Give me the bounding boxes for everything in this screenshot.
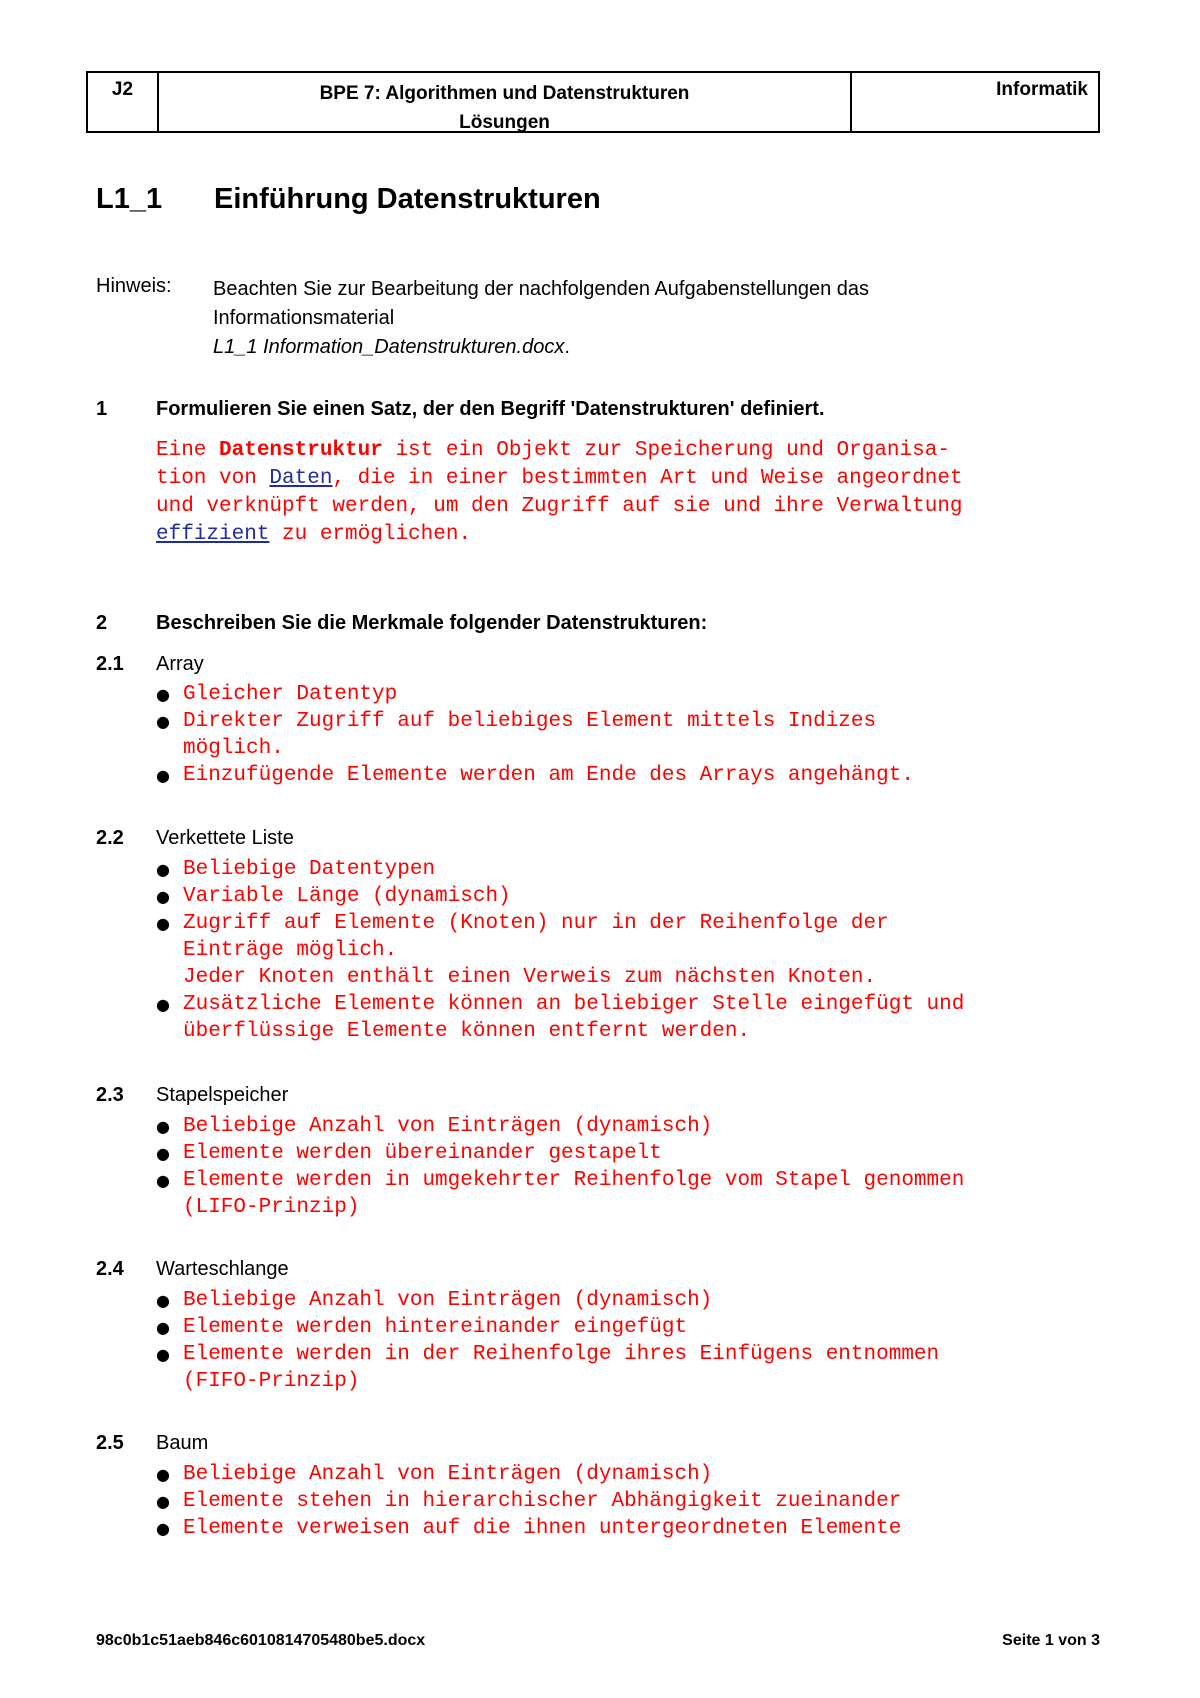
list-item-text: Direkter Zugriff auf beliebiges Element mittels Indizes möglich.	[183, 710, 877, 760]
list-item	[156, 681, 1116, 708]
header-title-line2: Lösungen	[459, 112, 550, 133]
list-item	[156, 991, 1116, 1045]
header-title-line1: BPE 7: Algorithmen und Datenstrukturen	[319, 83, 690, 104]
list-item-text: Zugriff auf Elemente (Knoten) nur in der Reihenfolge der Einträge möglich. Jeder Knoten enthält einen Verweis zum nächsten Knoten.	[183, 912, 889, 989]
section-title: Verkettete Liste	[156, 827, 294, 849]
header-title	[159, 73, 852, 131]
page-title-number: L1_1	[96, 183, 163, 215]
list-item-text: Elemente verweisen auf die ihnen untergeordneten Elemente	[183, 1517, 902, 1540]
list-item	[156, 1140, 1116, 1167]
section-title: Baum	[156, 1432, 209, 1454]
section-number: 2.1	[96, 653, 124, 675]
list-item	[156, 1341, 1116, 1395]
header-grade: J2	[88, 73, 159, 131]
page-title	[96, 183, 601, 216]
bullet-icon: ●	[156, 914, 170, 933]
task2-number: 2	[96, 612, 108, 634]
list-item-text: Zusätzliche Elemente können an beliebiger Stelle eingefügt und überflüssige Elemente können entfernt werden.	[183, 993, 965, 1043]
bullet-icon: ●	[156, 1291, 170, 1310]
list-item	[156, 856, 1116, 883]
hint-label: Hinweis:	[96, 275, 172, 297]
bullet-icon: ●	[156, 685, 170, 704]
list-item-text: Elemente werden übereinander gestapelt	[183, 1142, 662, 1165]
section-title: Stapelspeicher	[156, 1084, 289, 1106]
bullet-icon: ●	[156, 1117, 170, 1136]
section-list	[156, 1113, 1116, 1221]
bullet-icon: ●	[156, 860, 170, 879]
list-item	[156, 1488, 1116, 1515]
bullet-icon: ●	[156, 1345, 170, 1364]
list-item-text: Elemente werden hintereinander eingefügt	[183, 1316, 688, 1339]
list-item-text: Elemente stehen in hierarchischer Abhängigkeit zueinander	[183, 1490, 902, 1513]
list-item	[156, 708, 1116, 762]
task1-number: 1	[96, 398, 108, 420]
list-item-text: Beliebige Datentypen	[183, 858, 436, 881]
section-number: 2.3	[96, 1084, 124, 1106]
bullet-icon: ●	[156, 712, 170, 731]
section-list	[156, 856, 1116, 1045]
bullet-icon: ●	[156, 1171, 170, 1190]
bullet-icon: ●	[156, 1465, 170, 1484]
section-list	[156, 1461, 1116, 1542]
bullet-icon: ●	[156, 1519, 170, 1538]
section-title: Warteschlange	[156, 1258, 289, 1280]
bullet-icon: ●	[156, 1318, 170, 1337]
hint-file-end: .	[564, 336, 570, 358]
task2-question: Beschreiben Sie die Merkmale folgender Datenstrukturen:	[156, 612, 708, 634]
list-item	[156, 1314, 1116, 1341]
list-item	[156, 1461, 1116, 1488]
list-item-text: Beliebige Anzahl von Einträgen (dynamisch)	[183, 1289, 713, 1312]
list-item	[156, 1515, 1116, 1542]
bullet-icon: ●	[156, 1492, 170, 1511]
list-item-text: Beliebige Anzahl von Einträgen (dynamisch)	[183, 1463, 713, 1486]
footer-page-number: Seite 1 von 3	[1002, 1632, 1100, 1649]
bullet-icon: ●	[156, 766, 170, 785]
task1-question: Formulieren Sie einen Satz, der den Begriff 'Datenstrukturen' definiert.	[156, 398, 825, 420]
section-title: Array	[156, 653, 204, 675]
hint-text	[213, 275, 869, 362]
section-number: 2.2	[96, 827, 124, 849]
daten-link[interactable]: Daten	[269, 467, 333, 490]
list-item	[156, 883, 1116, 910]
list-item-text: Beliebige Anzahl von Einträgen (dynamisch)	[183, 1115, 713, 1138]
answer-part: zu ermöglichen.	[269, 523, 472, 546]
list-item-text: Gleicher Datentyp	[183, 683, 398, 706]
list-item-text: Variable Länge (dynamisch)	[183, 885, 511, 908]
section-number: 2.5	[96, 1432, 124, 1454]
section-number: 2.4	[96, 1258, 124, 1280]
list-item-text: Einzufügende Elemente werden am Ende des Arrays angehängt.	[183, 764, 914, 787]
footer-filename: 98c0b1c51aeb846c6010814705480be5.docx	[96, 1632, 426, 1649]
list-item	[156, 1287, 1116, 1314]
page-title-text: Einführung Datenstrukturen	[214, 183, 601, 215]
section-list	[156, 681, 1116, 789]
answer-part: ist ein Objekt zur Speicherung und Organisa- tion von	[156, 439, 950, 490]
section-list	[156, 1287, 1116, 1395]
hint-line1: Beachten Sie zur Bearbeitung der nachfolgenden Aufgabenstellungen das	[213, 278, 870, 300]
hint-file: L1_1 Information_Datenstrukturen.docx	[213, 336, 565, 358]
bullet-icon: ●	[156, 1144, 170, 1163]
list-item	[156, 762, 1116, 789]
answer-bold-term: Datenstruktur	[219, 439, 383, 462]
answer-part: , die in einer bestimmten Art und Weise angeordnet und verknüpft werden, um den Zugriff auf sie und ihre Verwaltung	[156, 467, 963, 518]
bullet-icon: ●	[156, 887, 170, 906]
header-subject: Informatik	[996, 79, 1088, 100]
list-item-text: Elemente werden in der Reihenfolge ihres Einfügens entnommen (FIFO-Prinzip)	[183, 1343, 940, 1393]
hint-line2: Informationsmaterial	[213, 307, 395, 329]
list-item	[156, 910, 1116, 991]
answer-part: Eine	[156, 439, 220, 462]
list-item	[156, 1113, 1116, 1140]
list-item-text: Elemente werden in umgekehrter Reihenfolge vom Stapel genommen (LIFO-Prinzip)	[183, 1169, 965, 1219]
bullet-icon: ●	[156, 995, 170, 1014]
header-table	[86, 71, 1100, 133]
list-item	[156, 1167, 1116, 1221]
effizient-link[interactable]: effizient	[156, 523, 270, 546]
task1-answer	[156, 437, 1116, 549]
